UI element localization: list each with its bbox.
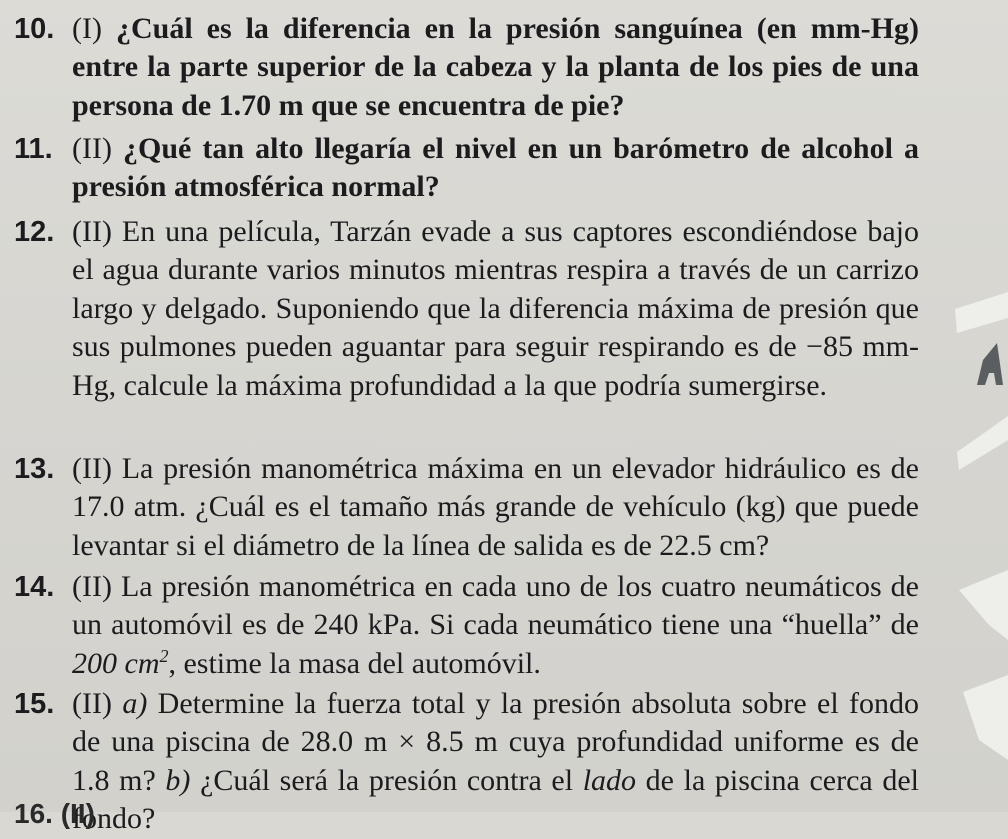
problem-11 — [14, 130, 919, 213]
problem-13 — [14, 450, 919, 568]
problem-number: 12. — [14, 216, 55, 248]
difficulty-level: (I) — [72, 12, 102, 45]
margin-illustration — [945, 0, 1008, 812]
part-b-label: b) — [165, 763, 191, 797]
part-b-text-end: de la piscina cerca del fondo? — [72, 763, 920, 836]
problem-text — [72, 687, 919, 835]
problem-number: 11. — [14, 133, 53, 165]
problem-14 — [14, 568, 919, 685]
problem-15 — [14, 685, 920, 836]
problem-statement: En una película, Tarzán evade a sus captores escondiéndose bajo el agua durante varios minutos mientras respira a través de un carrizo largo y delgado. Suponiendo que la diferencia máxima de presión que sus pulmones pueden aguantar para seguir respirando es de −85 mm-Hg, calcule la máxima profundidad a la que podría sumergirse. — [72, 215, 920, 402]
footprint-area: 200 $cm^2$ — [72, 645, 169, 680]
problem-text — [72, 570, 919, 680]
margin-stripe-1 — [955, 292, 1008, 333]
part-a-text: Determine la fuerza total y la presión absoluta sobre el fondo de una piscina de 28.0 m × 8.5 m cuya profundidad uniforme es de 1.8 m? — [72, 687, 920, 797]
problem-number: 15. — [14, 688, 55, 720]
difficulty-level: (II) — [72, 570, 112, 603]
problem-12 — [14, 213, 919, 450]
problem-number: 13. — [14, 453, 55, 485]
margin-letter-a-icon — [977, 343, 1003, 385]
problem-statement-end: , estime la masa del automóvil. — [168, 646, 541, 680]
problem-statement: La presión manométrica en cada uno de los cuatro neumáticos de un automóvil es de 240 kPa. Si cada neumático tiene una “huella” de — [72, 570, 919, 642]
margin-stripe-4 — [963, 675, 1008, 760]
part-a-label: a) — [122, 687, 148, 720]
next-problem-cropped: 16. (II) — [14, 798, 95, 829]
margin-stripe-2 — [957, 416, 1008, 470]
problem-number: 14. — [14, 571, 55, 603]
problem-text — [72, 452, 919, 562]
emphasized-word: lado — [582, 763, 637, 797]
problem-statement: La presión manométrica máxima en un elevador hidráulico es de 17.0 atm. ¿Cuál es el tamaño más grande de vehículo (kg) que puede levantar si el diámetro de la línea de salida es de 22.5 cm? — [72, 452, 920, 562]
problem-number: 10. — [14, 13, 55, 45]
problem-text — [72, 132, 919, 203]
problem-list — [14, 10, 920, 836]
margin-stripe-3 — [959, 570, 1008, 640]
difficulty-level: (II) — [72, 132, 112, 165]
problem-10 — [14, 10, 919, 130]
problem-statement: ¿Qué tan alto llegaría el nivel en un barómetro de alcohol a presión atmosférica normal? — [72, 132, 920, 204]
difficulty-level: (II) — [72, 452, 112, 485]
problem-text — [72, 215, 919, 402]
difficulty-level: (II) — [72, 687, 112, 720]
part-b-text: ¿Cuál será la presión contra el — [200, 763, 583, 797]
difficulty-level: (II) — [72, 215, 112, 248]
problem-text — [72, 12, 919, 122]
problem-statement: ¿Cuál es la diferencia en la presión sanguínea (en mm-Hg) entre la parte superior de la cabeza y la planta de los pies de una persona de 1.70 m que se encuentra de pie? — [72, 12, 919, 122]
